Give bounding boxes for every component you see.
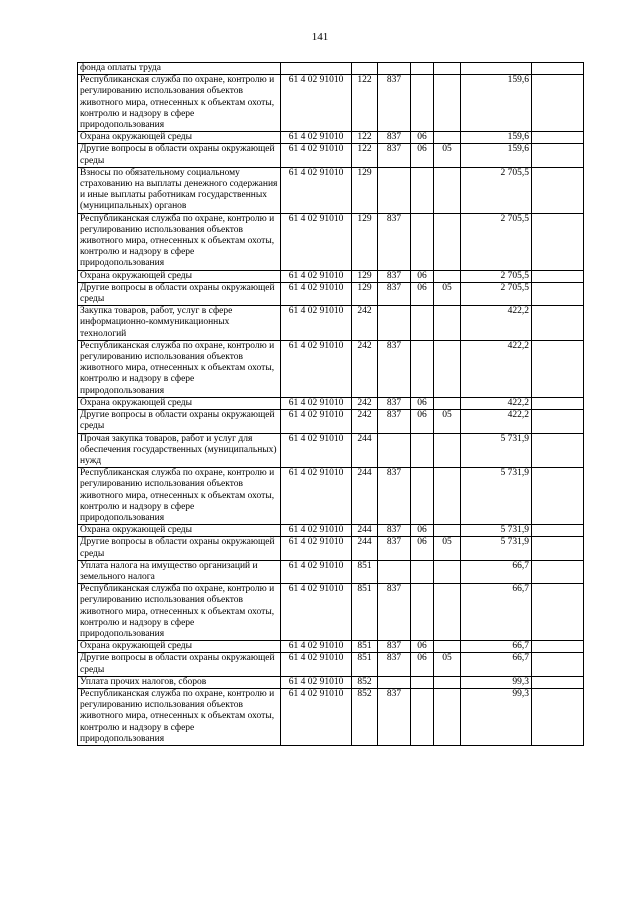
cell-amount: 422,2 [461,340,532,397]
cell-expense-type: 122 [352,132,378,144]
cell-section: 06 [411,641,434,653]
table-row [78,433,584,468]
cell-empty [532,282,584,305]
cell-amount: 66,7 [461,641,532,653]
cell-amount: 422,2 [461,410,532,433]
cell-name: Уплата налога на имущество организаций и земельного налога [78,560,281,583]
cell-subsection [434,584,461,641]
cell-empty [532,525,584,537]
cell-expense-type [352,63,378,75]
cell-expense-type: 129 [352,270,378,282]
cell-amount: 5 731,9 [461,433,532,468]
cell-section [411,584,434,641]
table-row [78,560,584,583]
cell-name: Уплата прочих налогов, сборов [78,676,281,688]
cell-empty [532,560,584,583]
table-row [78,144,584,167]
cell-target-article: 61 4 02 91010 [281,75,352,132]
cell-section [411,688,434,745]
cell-expense-type: 129 [352,282,378,305]
cell-section: 06 [411,397,434,409]
cell-amount: 66,7 [461,560,532,583]
cell-name: Охрана окружающей среды [78,641,281,653]
cell-section [411,75,434,132]
cell-amount: 159,6 [461,132,532,144]
cell-administrator: 837 [378,282,411,305]
table-row [78,641,584,653]
cell-subsection: 05 [434,144,461,167]
cell-empty [532,397,584,409]
cell-name: Взносы по обязательному социальному страхованию на выплаты денежного содержания и иные выплаты работникам государственных (муниципальных) органов [78,167,281,213]
cell-administrator [378,63,411,75]
cell-expense-type: 242 [352,306,378,341]
cell-section [411,63,434,75]
cell-section: 06 [411,525,434,537]
cell-subsection [434,167,461,213]
cell-name: Республиканская служба по охране, контролю и регулированию использования объектов животного мира, отнесенных к объектам охоты, контролю и надзору в сфере природопользования [78,75,281,132]
cell-administrator: 837 [378,584,411,641]
cell-empty [532,306,584,341]
cell-administrator: 837 [378,410,411,433]
cell-name: Охрана окружающей среды [78,132,281,144]
cell-section: 06 [411,144,434,167]
cell-empty [532,63,584,75]
cell-administrator: 837 [378,144,411,167]
cell-administrator [378,560,411,583]
cell-section: 06 [411,653,434,676]
cell-administrator: 837 [378,525,411,537]
table-row [78,468,584,525]
table-row [78,584,584,641]
cell-expense-type: 244 [352,537,378,560]
cell-amount: 5 731,9 [461,525,532,537]
table-row [78,167,584,213]
cell-subsection [434,433,461,468]
cell-administrator: 837 [378,688,411,745]
cell-section: 06 [411,270,434,282]
cell-administrator [378,676,411,688]
cell-name: Республиканская служба по охране, контролю и регулированию использования объектов животного мира, отнесенных к объектам охоты, контролю и надзору в сфере природопользования [78,340,281,397]
cell-target-article: 61 4 02 91010 [281,468,352,525]
cell-administrator: 837 [378,641,411,653]
cell-name: Республиканская служба по охране, контролю и регулированию использования объектов животного мира, отнесенных к объектам охоты, контролю и надзору в сфере природопользования [78,584,281,641]
cell-section: 06 [411,282,434,305]
table-row [78,132,584,144]
cell-expense-type: 129 [352,213,378,270]
cell-subsection [434,560,461,583]
cell-empty [532,144,584,167]
cell-section [411,676,434,688]
cell-name: Другие вопросы в области охраны окружающей среды [78,537,281,560]
cell-amount: 66,7 [461,584,532,641]
cell-target-article: 61 4 02 91010 [281,641,352,653]
table-row [78,63,584,75]
cell-target-article: 61 4 02 91010 [281,340,352,397]
cell-target-article: 61 4 02 91010 [281,688,352,745]
cell-name: Республиканская служба по охране, контролю и регулированию использования объектов животного мира, отнесенных к объектам охоты, контролю и надзору в сфере природопользования [78,213,281,270]
cell-administrator: 837 [378,468,411,525]
cell-empty [532,653,584,676]
cell-empty [532,584,584,641]
cell-expense-type: 244 [352,433,378,468]
cell-administrator: 837 [378,537,411,560]
table-row [78,282,584,305]
cell-target-article: 61 4 02 91010 [281,410,352,433]
cell-expense-type: 851 [352,584,378,641]
cell-administrator [378,306,411,341]
cell-empty [532,213,584,270]
table-row [78,306,584,341]
cell-target-article: 61 4 02 91010 [281,282,352,305]
cell-name: Другие вопросы в области охраны окружающей среды [78,282,281,305]
cell-target-article: 61 4 02 91010 [281,653,352,676]
cell-empty [532,433,584,468]
cell-empty [532,270,584,282]
cell-empty [532,641,584,653]
cell-administrator: 837 [378,75,411,132]
cell-target-article: 61 4 02 91010 [281,306,352,341]
cell-expense-type: 242 [352,397,378,409]
cell-subsection: 05 [434,653,461,676]
cell-subsection: 05 [434,410,461,433]
cell-expense-type: 852 [352,688,378,745]
cell-name: Охрана окружающей среды [78,397,281,409]
cell-target-article: 61 4 02 91010 [281,397,352,409]
cell-administrator: 837 [378,270,411,282]
cell-expense-type: 851 [352,653,378,676]
cell-target-article: 61 4 02 91010 [281,270,352,282]
cell-target-article: 61 4 02 91010 [281,167,352,213]
cell-subsection [434,340,461,397]
table-row [78,213,584,270]
cell-target-article: 61 4 02 91010 [281,560,352,583]
cell-empty [532,688,584,745]
cell-subsection [434,75,461,132]
cell-target-article: 61 4 02 91010 [281,584,352,641]
cell-expense-type: 129 [352,167,378,213]
cell-amount: 2 705,5 [461,270,532,282]
table-row [78,75,584,132]
cell-section [411,306,434,341]
cell-amount: 422,2 [461,397,532,409]
cell-amount: 99,3 [461,676,532,688]
cell-administrator: 837 [378,132,411,144]
cell-target-article: 61 4 02 91010 [281,213,352,270]
cell-administrator: 837 [378,397,411,409]
cell-amount: 422,2 [461,306,532,341]
cell-expense-type: 242 [352,340,378,397]
cell-section [411,560,434,583]
cell-expense-type: 851 [352,560,378,583]
cell-administrator: 837 [378,340,411,397]
cell-administrator: 837 [378,653,411,676]
cell-amount: 159,6 [461,144,532,167]
cell-name: Другие вопросы в области охраны окружающей среды [78,144,281,167]
cell-subsection: 05 [434,282,461,305]
table-row [78,525,584,537]
cell-empty [532,340,584,397]
cell-section [411,167,434,213]
cell-amount: 2 705,5 [461,167,532,213]
cell-name: Закупка товаров, работ, услуг в сфере информационно-коммуникационных технологий [78,306,281,341]
cell-section [411,213,434,270]
cell-administrator: 837 [378,213,411,270]
cell-name: фонда оплаты труда [78,63,281,75]
cell-subsection [434,688,461,745]
cell-subsection [434,525,461,537]
cell-target-article: 61 4 02 91010 [281,132,352,144]
page-number: 141 [311,31,329,43]
cell-empty [532,468,584,525]
cell-expense-type: 244 [352,525,378,537]
cell-target-article: 61 4 02 91010 [281,537,352,560]
cell-expense-type: 244 [352,468,378,525]
budget-table [77,62,584,746]
cell-target-article [281,63,352,75]
cell-empty [532,132,584,144]
cell-subsection [434,468,461,525]
cell-subsection [434,397,461,409]
table-row [78,537,584,560]
cell-amount: 159,6 [461,75,532,132]
cell-section: 06 [411,537,434,560]
cell-name: Другие вопросы в области охраны окружающей среды [78,410,281,433]
cell-empty [532,537,584,560]
cell-target-article: 61 4 02 91010 [281,525,352,537]
cell-administrator [378,433,411,468]
cell-empty [532,167,584,213]
cell-name: Охрана окружающей среды [78,270,281,282]
cell-expense-type: 852 [352,676,378,688]
cell-subsection [434,676,461,688]
cell-empty [532,676,584,688]
cell-name: Республиканская служба по охране, контролю и регулированию использования объектов животного мира, отнесенных к объектам охоты, контролю и надзору в сфере природопользования [78,688,281,745]
cell-empty [532,75,584,132]
cell-expense-type: 851 [352,641,378,653]
cell-name: Республиканская служба по охране, контролю и регулированию использования объектов животного мира, отнесенных к объектам охоты, контролю и надзору в сфере природопользования [78,468,281,525]
cell-target-article: 61 4 02 91010 [281,144,352,167]
table-row [78,410,584,433]
cell-name: Другие вопросы в области охраны окружающей среды [78,653,281,676]
table-row [78,397,584,409]
table-row [78,653,584,676]
cell-amount: 5 731,9 [461,468,532,525]
cell-amount: 2 705,5 [461,282,532,305]
cell-expense-type: 122 [352,75,378,132]
cell-section [411,340,434,397]
table-row [78,688,584,745]
cell-expense-type: 122 [352,144,378,167]
cell-subsection [434,641,461,653]
cell-empty [532,410,584,433]
cell-subsection [434,270,461,282]
cell-subsection: 05 [434,537,461,560]
cell-subsection [434,306,461,341]
cell-amount: 5 731,9 [461,537,532,560]
cell-section [411,433,434,468]
cell-name: Прочая закупка товаров, работ и услуг для обеспечения государственных (муниципальных) нужд [78,433,281,468]
cell-name: Охрана окружающей среды [78,525,281,537]
cell-amount [461,63,532,75]
table-body [78,63,584,746]
cell-section: 06 [411,410,434,433]
cell-subsection [434,213,461,270]
table-row [78,676,584,688]
cell-expense-type: 242 [352,410,378,433]
cell-section [411,468,434,525]
cell-amount: 66,7 [461,653,532,676]
cell-administrator [378,167,411,213]
cell-target-article: 61 4 02 91010 [281,676,352,688]
cell-section: 06 [411,132,434,144]
cell-subsection [434,132,461,144]
cell-subsection [434,63,461,75]
cell-target-article: 61 4 02 91010 [281,433,352,468]
cell-amount: 99,3 [461,688,532,745]
table-row [78,270,584,282]
table-row [78,340,584,397]
cell-amount: 2 705,5 [461,213,532,270]
